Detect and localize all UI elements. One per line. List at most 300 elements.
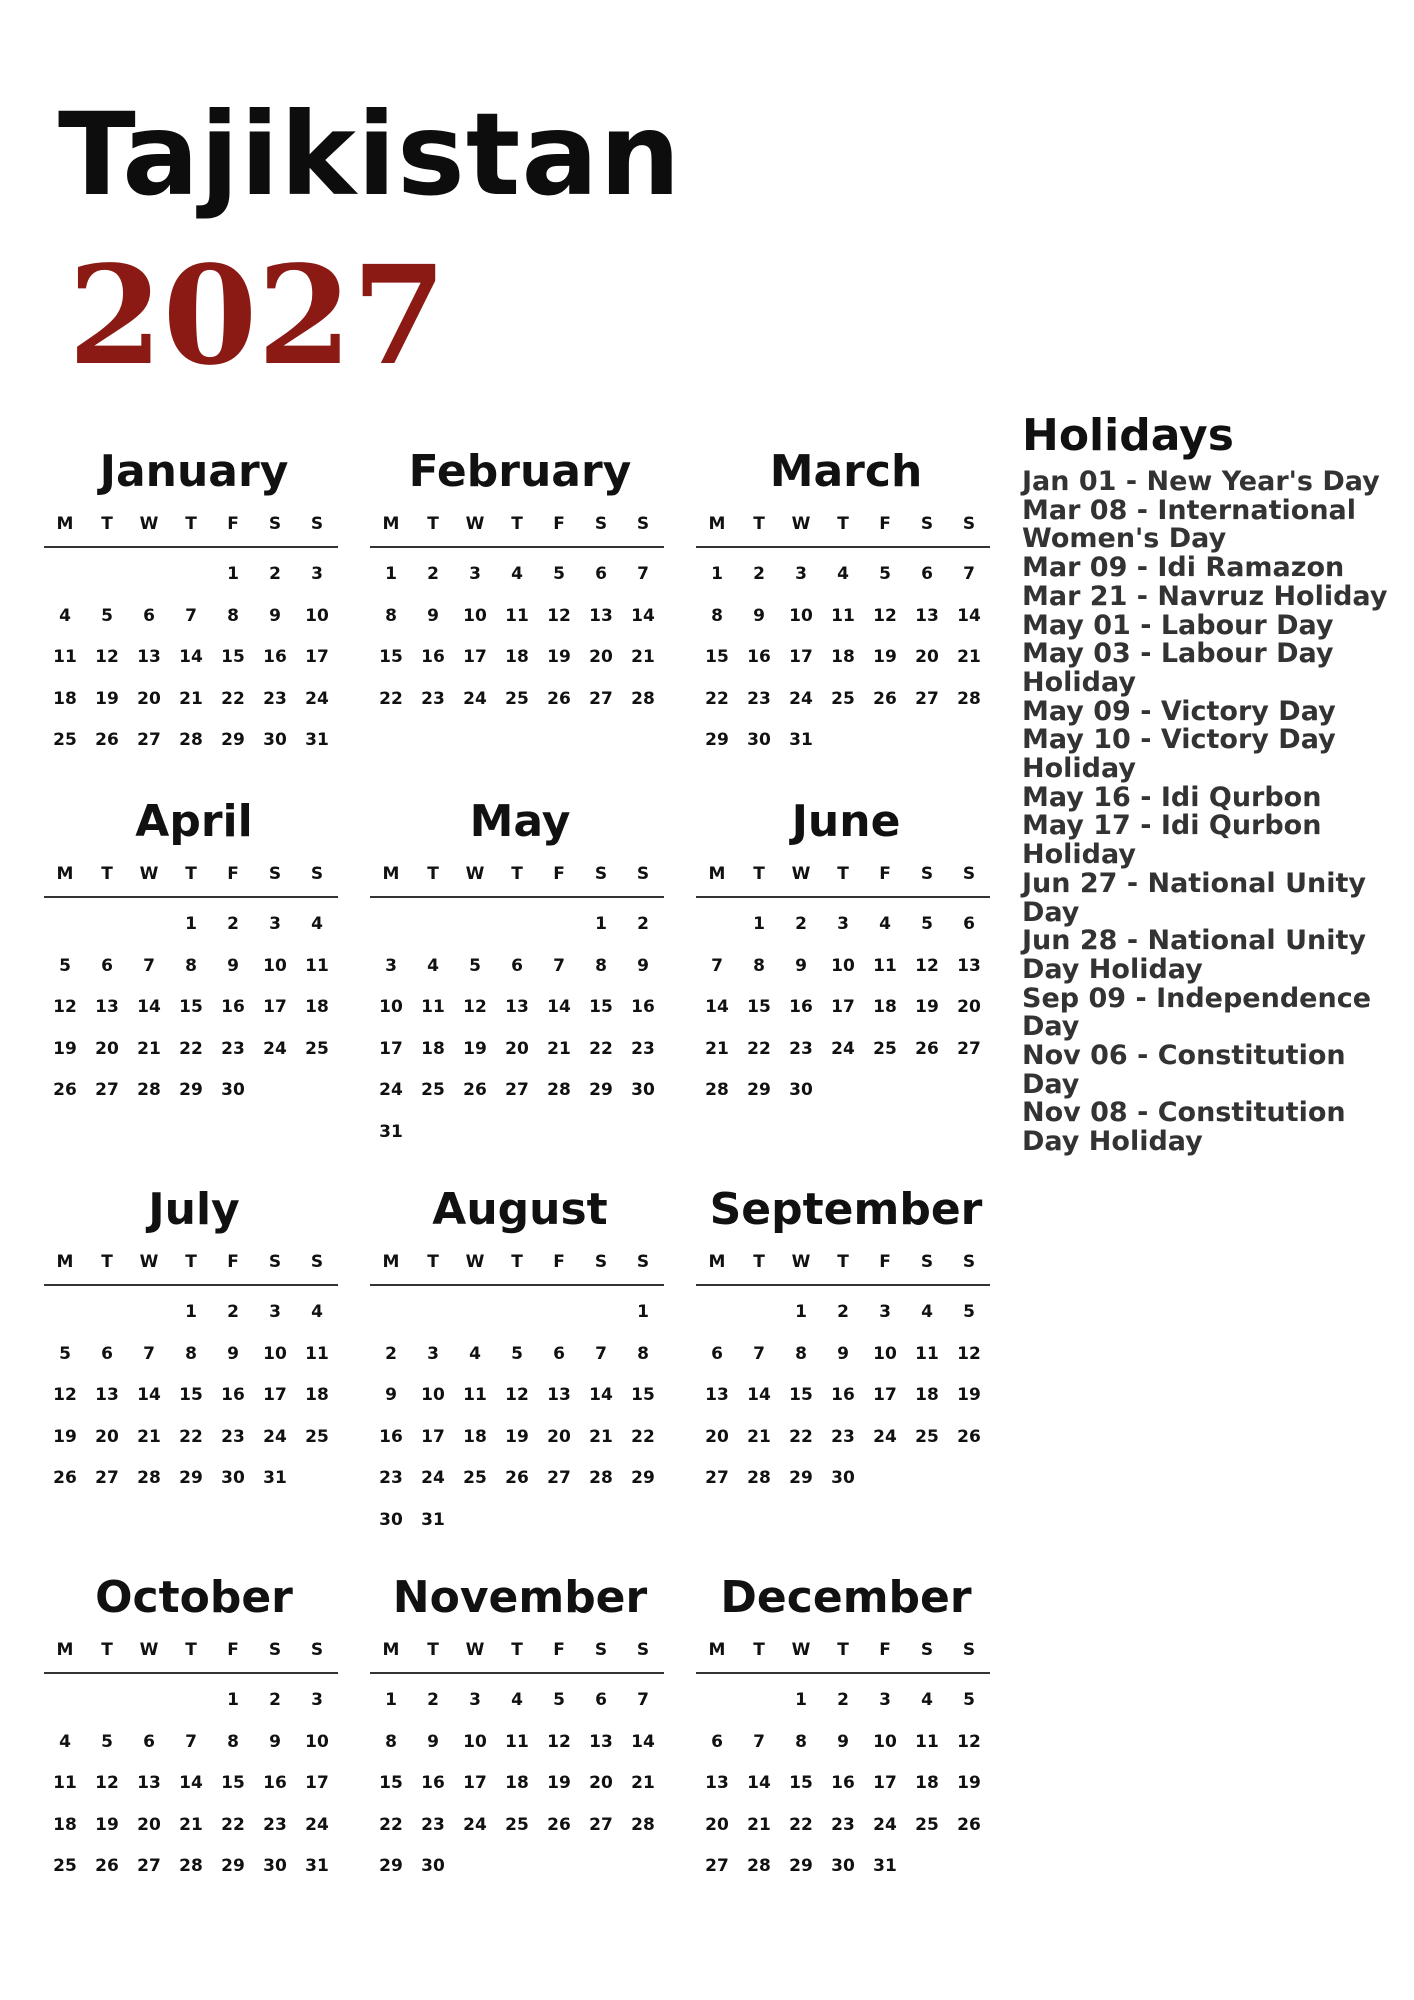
weekday-header: S (594, 864, 608, 884)
day-cell: 2 (385, 1343, 397, 1364)
day-cell: 5 (553, 1690, 565, 1710)
day-cell: 24 (873, 1426, 897, 1447)
day-cell: 3 (269, 914, 281, 934)
day-cell: 4 (837, 564, 849, 584)
day-cell: 13 (957, 955, 981, 976)
day-cell: 25 (505, 688, 529, 709)
weekday-header: S (962, 1640, 976, 1660)
weekday-header: S (310, 1252, 324, 1272)
weekday-header: S (636, 1252, 650, 1272)
day-cell: 2 (227, 914, 239, 934)
day-cell: 31 (421, 1509, 445, 1530)
weekday-header: M (56, 1640, 74, 1660)
day-cell: 20 (705, 1426, 729, 1447)
day-cell: 20 (505, 1038, 529, 1059)
day-cell: 10 (263, 1343, 287, 1364)
day-grid (696, 1286, 990, 1508)
day-cell: 30 (631, 1080, 655, 1100)
weekday-header: S (310, 514, 324, 534)
day-cell: 2 (837, 1690, 849, 1710)
day-cell: 28 (589, 1468, 613, 1488)
day-cell: 21 (957, 647, 981, 667)
month-february (370, 446, 670, 728)
day-cell: 20 (137, 688, 161, 709)
day-cell: 1 (595, 914, 607, 934)
month-march (696, 446, 996, 770)
day-cell: 17 (873, 1385, 897, 1405)
weekday-header: T (185, 864, 197, 884)
empty-day-cell (44, 1300, 86, 1342)
day-cell: 31 (379, 1121, 403, 1142)
day-cell: 12 (547, 1731, 571, 1752)
day-cell: 3 (879, 1302, 891, 1322)
day-cell: 27 (137, 1856, 161, 1876)
weekday-header: W (465, 864, 485, 884)
day-cell: 12 (95, 647, 119, 667)
day-cell: 19 (95, 688, 119, 709)
day-cell: 27 (915, 688, 939, 709)
day-grid (370, 898, 664, 1161)
day-cell: 18 (915, 1773, 939, 1793)
weekday-header: S (962, 514, 976, 534)
weekday-header: F (227, 864, 239, 884)
day-cell: 25 (421, 1080, 445, 1100)
day-cell: 6 (921, 564, 933, 584)
day-cell: 5 (101, 605, 113, 626)
day-cell: 2 (269, 564, 281, 584)
day-cell: 5 (59, 955, 71, 976)
day-cell: 19 (873, 647, 897, 667)
empty-day-cell (538, 912, 580, 954)
day-cell: 23 (421, 688, 445, 709)
day-cell: 12 (53, 997, 77, 1017)
day-cell: 3 (269, 1302, 281, 1322)
day-cell: 25 (873, 1038, 897, 1059)
day-cell: 21 (547, 1038, 571, 1059)
empty-day-cell (170, 1688, 212, 1730)
day-cell: 10 (789, 605, 813, 626)
day-cell: 11 (873, 955, 897, 976)
day-cell: 26 (873, 688, 897, 709)
day-cell: 15 (589, 997, 613, 1017)
day-cell: 20 (547, 1426, 571, 1447)
day-cell: 27 (705, 1856, 729, 1876)
day-cell: 1 (385, 1690, 397, 1710)
weekday-header: W (791, 864, 811, 884)
day-cell: 9 (227, 1343, 239, 1364)
weekday-header: M (382, 1252, 400, 1272)
month-name: May (469, 796, 571, 847)
weekday-header: F (553, 1640, 565, 1660)
day-cell: 3 (795, 564, 807, 584)
day-cell: 9 (427, 605, 439, 626)
holidays-title: Holidays (1022, 410, 1234, 461)
day-cell: 26 (547, 1814, 571, 1835)
day-cell: 19 (547, 1773, 571, 1793)
day-cell: 28 (705, 1080, 729, 1100)
day-cell: 10 (263, 955, 287, 976)
day-cell: 29 (379, 1856, 403, 1876)
weekday-header: S (636, 514, 650, 534)
weekday-header: S (920, 1252, 934, 1272)
weekday-header: S (310, 1640, 324, 1660)
day-cell: 21 (589, 1426, 613, 1447)
day-cell: 6 (595, 564, 607, 584)
weekday-header: W (139, 1252, 159, 1272)
day-cell: 30 (747, 730, 771, 750)
day-cell: 4 (469, 1343, 481, 1364)
day-cell: 9 (795, 955, 807, 976)
day-cell: 12 (957, 1731, 981, 1752)
day-grid (696, 1674, 990, 1896)
day-cell: 16 (631, 997, 655, 1017)
weekday-header: T (427, 864, 439, 884)
day-cell: 23 (831, 1426, 855, 1447)
day-cell: 16 (831, 1385, 855, 1405)
weekday-header: F (879, 864, 891, 884)
day-cell: 26 (95, 1856, 119, 1876)
day-cell: 7 (753, 1343, 765, 1364)
day-cell: 8 (227, 605, 239, 626)
day-cell: 21 (137, 1426, 161, 1447)
day-grid (44, 548, 338, 770)
day-cell: 5 (511, 1343, 523, 1364)
holiday-list (1022, 468, 1402, 1157)
day-cell: 22 (789, 1814, 813, 1835)
weekday-header: F (879, 1252, 891, 1272)
weekday-header: S (268, 514, 282, 534)
empty-day-cell (128, 912, 170, 954)
day-cell: 17 (463, 647, 487, 667)
weekday-header: M (56, 1252, 74, 1272)
day-cell: 30 (379, 1509, 403, 1530)
month-name: December (720, 1572, 972, 1623)
day-cell: 22 (747, 1038, 771, 1059)
day-cell: 1 (637, 1302, 649, 1322)
day-cell: 10 (873, 1731, 897, 1752)
empty-day-cell (86, 562, 128, 604)
weekday-header: S (962, 1252, 976, 1272)
day-cell: 10 (463, 1731, 487, 1752)
empty-day-cell (128, 1688, 170, 1730)
day-cell: 27 (705, 1468, 729, 1488)
day-grid (370, 548, 664, 728)
day-cell: 8 (385, 605, 397, 626)
day-cell: 11 (831, 605, 855, 626)
month-may (370, 796, 670, 1161)
day-cell: 16 (263, 647, 287, 667)
month-september (696, 1184, 996, 1508)
empty-day-cell (86, 912, 128, 954)
weekday-header: T (837, 864, 849, 884)
month-name: June (791, 796, 901, 847)
day-cell: 5 (963, 1690, 975, 1710)
day-cell: 25 (53, 730, 77, 750)
day-cell: 28 (747, 1856, 771, 1876)
day-cell: 25 (915, 1814, 939, 1835)
weekday-header: W (465, 1252, 485, 1272)
day-cell: 23 (831, 1814, 855, 1835)
day-cell: 27 (137, 730, 161, 750)
day-grid (44, 1674, 338, 1896)
weekday-header: S (268, 1640, 282, 1660)
day-cell: 14 (547, 997, 571, 1017)
day-cell: 18 (305, 1385, 329, 1405)
day-cell: 24 (421, 1468, 445, 1488)
holiday-item: Jun 28 - National Unity Day Holiday (1022, 925, 1366, 985)
day-cell: 19 (53, 1426, 77, 1447)
day-cell: 6 (143, 1731, 155, 1752)
empty-day-cell (370, 1300, 412, 1342)
day-cell: 12 (463, 997, 487, 1017)
day-cell: 23 (221, 1426, 245, 1447)
day-cell: 28 (957, 688, 981, 709)
weekday-header: F (227, 514, 239, 534)
day-cell: 29 (589, 1080, 613, 1100)
day-cell: 10 (421, 1385, 445, 1405)
weekday-header: F (879, 514, 891, 534)
weekday-header: F (553, 864, 565, 884)
day-cell: 29 (631, 1468, 655, 1488)
day-grid (370, 1286, 664, 1549)
holiday-item: Nov 06 - Constitution Day (1022, 1040, 1346, 1100)
empty-day-cell (44, 562, 86, 604)
day-cell: 31 (263, 1468, 287, 1488)
day-cell: 23 (747, 688, 771, 709)
day-cell: 21 (137, 1038, 161, 1059)
day-cell: 30 (831, 1856, 855, 1876)
day-cell: 4 (921, 1302, 933, 1322)
day-cell: 7 (185, 605, 197, 626)
day-cell: 13 (547, 1385, 571, 1405)
day-cell: 3 (837, 914, 849, 934)
empty-day-cell (580, 1300, 622, 1342)
day-cell: 27 (505, 1080, 529, 1100)
calendar-year: 2027 (68, 236, 447, 396)
day-cell: 20 (95, 1426, 119, 1447)
day-cell: 11 (53, 647, 77, 667)
month-july (44, 1184, 344, 1508)
day-cell: 11 (305, 955, 329, 976)
day-cell: 30 (789, 1080, 813, 1100)
empty-day-cell (86, 1300, 128, 1342)
holiday-item: Mar 09 - Idi Ramazon (1022, 552, 1345, 584)
day-cell: 22 (589, 1038, 613, 1059)
weekday-header-row (696, 864, 990, 898)
month-name: October (95, 1572, 293, 1623)
day-cell: 23 (263, 688, 287, 709)
day-cell: 16 (263, 1773, 287, 1793)
day-cell: 9 (637, 955, 649, 976)
day-cell: 16 (379, 1426, 403, 1447)
day-cell: 16 (789, 997, 813, 1017)
day-cell: 13 (137, 1773, 161, 1793)
day-cell: 26 (95, 730, 119, 750)
day-cell: 7 (595, 1343, 607, 1364)
day-cell: 27 (547, 1468, 571, 1488)
month-name: August (432, 1184, 608, 1235)
day-cell: 15 (747, 997, 771, 1017)
day-cell: 15 (379, 647, 403, 667)
weekday-header: M (56, 514, 74, 534)
weekday-header-row (370, 514, 664, 548)
day-cell: 28 (547, 1080, 571, 1100)
day-cell: 4 (427, 955, 439, 976)
weekday-header: W (139, 864, 159, 884)
day-cell: 17 (263, 1385, 287, 1405)
day-cell: 11 (305, 1343, 329, 1364)
day-cell: 3 (311, 564, 323, 584)
day-cell: 8 (795, 1731, 807, 1752)
weekday-header: S (594, 1640, 608, 1660)
day-cell: 12 (957, 1343, 981, 1364)
day-cell: 17 (305, 647, 329, 667)
day-cell: 9 (385, 1385, 397, 1405)
weekday-header: T (753, 514, 765, 534)
empty-day-cell (412, 1300, 454, 1342)
month-december (696, 1572, 996, 1896)
weekday-header: T (101, 1252, 113, 1272)
weekday-header: T (427, 514, 439, 534)
day-cell: 21 (179, 688, 203, 709)
day-cell: 12 (547, 605, 571, 626)
day-cell: 13 (589, 605, 613, 626)
day-cell: 13 (137, 647, 161, 667)
weekday-header-row (44, 1640, 338, 1674)
day-cell: 25 (915, 1426, 939, 1447)
day-cell: 24 (305, 688, 329, 709)
day-cell: 6 (101, 1343, 113, 1364)
day-cell: 4 (59, 605, 71, 626)
day-cell: 1 (711, 564, 723, 584)
day-cell: 21 (631, 1773, 655, 1793)
day-cell: 8 (185, 955, 197, 976)
weekday-header: T (753, 1640, 765, 1660)
day-cell: 5 (963, 1302, 975, 1322)
weekday-header: T (837, 514, 849, 534)
day-cell: 14 (631, 1731, 655, 1752)
day-cell: 19 (463, 1038, 487, 1059)
day-cell: 30 (221, 1080, 245, 1100)
day-cell: 29 (747, 1080, 771, 1100)
day-cell: 4 (59, 1731, 71, 1752)
weekday-header: S (920, 514, 934, 534)
day-cell: 22 (179, 1038, 203, 1059)
day-cell: 14 (589, 1385, 613, 1405)
weekday-header: S (594, 514, 608, 534)
day-cell: 29 (221, 1856, 245, 1876)
day-cell: 5 (101, 1731, 113, 1752)
day-cell: 10 (305, 1731, 329, 1752)
empty-day-cell (44, 912, 86, 954)
day-cell: 30 (831, 1468, 855, 1488)
weekday-header: T (101, 1640, 113, 1660)
month-august (370, 1184, 670, 1549)
weekday-header: M (382, 1640, 400, 1660)
day-cell: 29 (179, 1468, 203, 1488)
day-cell: 24 (463, 688, 487, 709)
weekday-header: T (185, 514, 197, 534)
weekday-header: W (465, 1640, 485, 1660)
empty-day-cell (696, 912, 738, 954)
day-cell: 31 (789, 730, 813, 750)
day-cell: 12 (53, 1385, 77, 1405)
day-cell: 24 (463, 1814, 487, 1835)
day-cell: 18 (873, 997, 897, 1017)
day-cell: 3 (469, 564, 481, 584)
day-cell: 27 (589, 1814, 613, 1835)
empty-day-cell (370, 912, 412, 954)
holiday-item: May 17 - Idi Qurbon Holiday (1022, 810, 1322, 871)
holiday-item: Jun 27 - National Unity Day (1022, 867, 1366, 928)
empty-day-cell (128, 1300, 170, 1342)
weekday-header: M (708, 514, 726, 534)
day-cell: 19 (53, 1038, 77, 1059)
day-cell: 11 (915, 1343, 939, 1364)
day-cell: 26 (505, 1468, 529, 1488)
day-cell: 14 (137, 997, 161, 1017)
weekday-header: W (791, 1252, 811, 1272)
day-cell: 20 (957, 997, 981, 1017)
day-cell: 18 (53, 688, 77, 709)
day-cell: 25 (505, 1814, 529, 1835)
weekday-header: F (553, 514, 565, 534)
day-cell: 9 (837, 1731, 849, 1752)
day-cell: 18 (53, 1814, 77, 1835)
day-cell: 18 (421, 1038, 445, 1059)
day-cell: 28 (179, 730, 203, 750)
day-cell: 8 (385, 1731, 397, 1752)
day-cell: 22 (379, 688, 403, 709)
empty-day-cell (496, 912, 538, 954)
day-cell: 26 (957, 1426, 981, 1447)
day-cell: 14 (747, 1385, 771, 1405)
weekday-header: S (268, 864, 282, 884)
day-cell: 30 (221, 1468, 245, 1488)
day-cell: 1 (227, 1690, 239, 1710)
day-cell: 9 (269, 605, 281, 626)
day-cell: 23 (631, 1038, 655, 1059)
holidays-panel (1022, 410, 1402, 1158)
day-cell: 20 (705, 1814, 729, 1835)
day-cell: 17 (305, 1773, 329, 1793)
month-name: November (392, 1572, 648, 1623)
day-cell: 8 (595, 955, 607, 976)
day-cell: 19 (505, 1426, 529, 1447)
day-cell: 25 (305, 1426, 329, 1447)
month-april (44, 796, 344, 1120)
day-cell: 25 (305, 1038, 329, 1059)
day-cell: 8 (185, 1343, 197, 1364)
month-october (44, 1572, 344, 1896)
day-cell: 17 (379, 1038, 403, 1059)
day-cell: 26 (957, 1814, 981, 1835)
day-cell: 12 (873, 605, 897, 626)
day-cell: 2 (427, 1690, 439, 1710)
day-grid (44, 898, 338, 1120)
weekday-header: M (56, 864, 74, 884)
day-cell: 24 (873, 1814, 897, 1835)
empty-day-cell (496, 1300, 538, 1342)
empty-day-cell (128, 562, 170, 604)
weekday-header: S (594, 1252, 608, 1272)
day-cell: 9 (227, 955, 239, 976)
empty-day-cell (738, 1688, 780, 1730)
day-cell: 27 (95, 1080, 119, 1100)
weekday-header: T (511, 864, 523, 884)
day-cell: 15 (631, 1385, 655, 1405)
month-name: January (99, 446, 289, 497)
